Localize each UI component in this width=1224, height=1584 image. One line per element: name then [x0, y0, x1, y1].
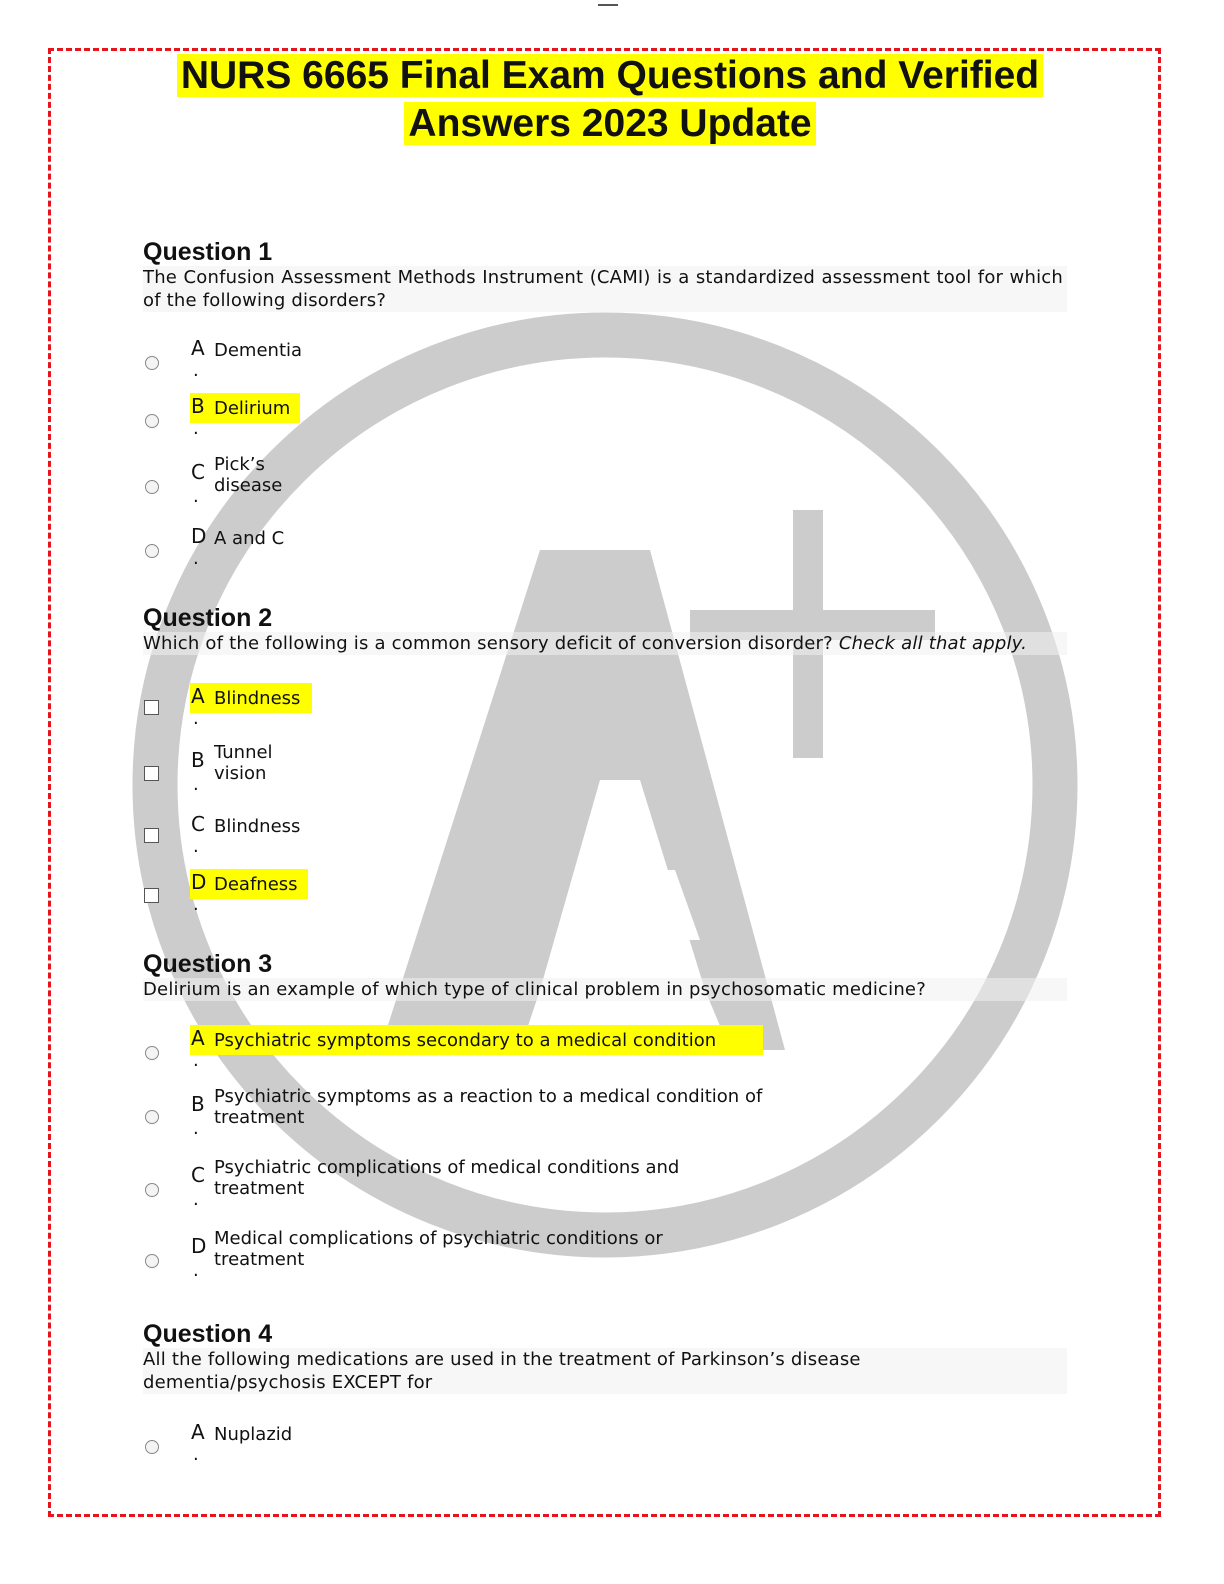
radio-button[interactable]	[145, 1046, 159, 1060]
option-dot: .	[193, 1050, 199, 1071]
option-letter: C	[191, 460, 205, 484]
option-text: Tunnel vision	[214, 742, 273, 784]
question-instruction: Check all that apply.	[838, 633, 1028, 654]
option-letter: C	[191, 1163, 205, 1187]
option-letter: D	[191, 524, 207, 548]
option-letter: B	[191, 748, 205, 772]
option-text: Pick’s disease	[214, 454, 283, 496]
option-letter: A	[191, 1026, 205, 1050]
option-text: Psychiatric symptoms secondary to a medical condition	[214, 1030, 717, 1051]
checkbox[interactable]	[144, 766, 159, 781]
question-heading: Question 3	[143, 950, 273, 978]
option-dot: .	[193, 418, 199, 439]
document-title	[110, 52, 1110, 148]
checkbox[interactable]	[144, 700, 159, 715]
question-3	[143, 950, 1073, 1281]
question-text: The Confusion Assessment Methods Instrument (CAMI) is a standardized assessment tool for which of the following disorders?	[143, 266, 1067, 312]
option-letter: A	[191, 336, 205, 360]
option-text: Delirium	[214, 398, 291, 419]
radio-button[interactable]	[145, 480, 159, 494]
option-letter: B	[191, 394, 205, 418]
option-dot: .	[193, 836, 199, 857]
option-dot: .	[193, 360, 199, 381]
option-text: Nuplazid	[214, 1424, 293, 1445]
option-text: Psychiatric symptoms as a reaction to a medical condition of treatment	[214, 1086, 763, 1128]
question-text-block	[143, 632, 1067, 655]
checkbox[interactable]	[144, 888, 159, 903]
title-line-2: Answers 2023 Update	[404, 102, 815, 145]
question-heading: Question 4	[143, 1320, 273, 1348]
option-text: Dementia	[214, 340, 303, 361]
question-heading: Question 1	[143, 238, 273, 266]
option-dot: .	[193, 1444, 199, 1465]
option-text: Medical complications of psychiatric conditions or treatment	[214, 1228, 663, 1270]
option-dot: .	[193, 1189, 199, 1210]
question-4	[143, 1320, 1073, 1465]
option-text: Psychiatric complications of medical conditions and treatment	[214, 1157, 680, 1199]
option-letter: C	[191, 812, 205, 836]
option-dot: .	[193, 1118, 199, 1139]
question-text: All the following medications are used in the treatment of Parkinson’s disease dementia/psychosis EXCEPT for	[143, 1348, 1067, 1394]
radio-button[interactable]	[145, 356, 159, 370]
radio-button[interactable]	[145, 1110, 159, 1124]
question-text: Which of the following is a common sensory deficit of conversion disorder?	[143, 633, 833, 654]
option-text: Blindness	[214, 816, 301, 837]
question-2	[143, 604, 1073, 915]
option-letter: D	[191, 870, 207, 894]
option-text: A and C	[214, 528, 285, 549]
radio-button[interactable]	[145, 1183, 159, 1197]
radio-button[interactable]	[145, 1254, 159, 1268]
option-dot: .	[193, 486, 199, 507]
question-text: Delirium is an example of which type of clinical problem in psychosomatic medicine?	[143, 978, 1067, 1001]
checkbox[interactable]	[144, 828, 159, 843]
title-line-1: NURS 6665 Final Exam Questions and Verified	[177, 54, 1043, 97]
question-heading: Question 2	[143, 604, 273, 632]
option-letter: D	[191, 1234, 207, 1258]
option-text: Blindness	[214, 688, 301, 709]
option-dot: .	[193, 894, 199, 915]
question-1	[143, 238, 1073, 569]
option-dot: .	[193, 1260, 199, 1281]
page-marker	[598, 0, 618, 6]
option-dot: .	[193, 708, 199, 729]
option-dot: .	[193, 548, 199, 569]
radio-button[interactable]	[145, 544, 159, 558]
option-text: Deafness	[214, 874, 298, 895]
option-letter: A	[191, 684, 205, 708]
radio-button[interactable]	[145, 1440, 159, 1454]
option-dot: .	[193, 774, 199, 795]
option-letter: A	[191, 1420, 205, 1444]
option-letter: B	[191, 1092, 205, 1116]
radio-button[interactable]	[145, 414, 159, 428]
